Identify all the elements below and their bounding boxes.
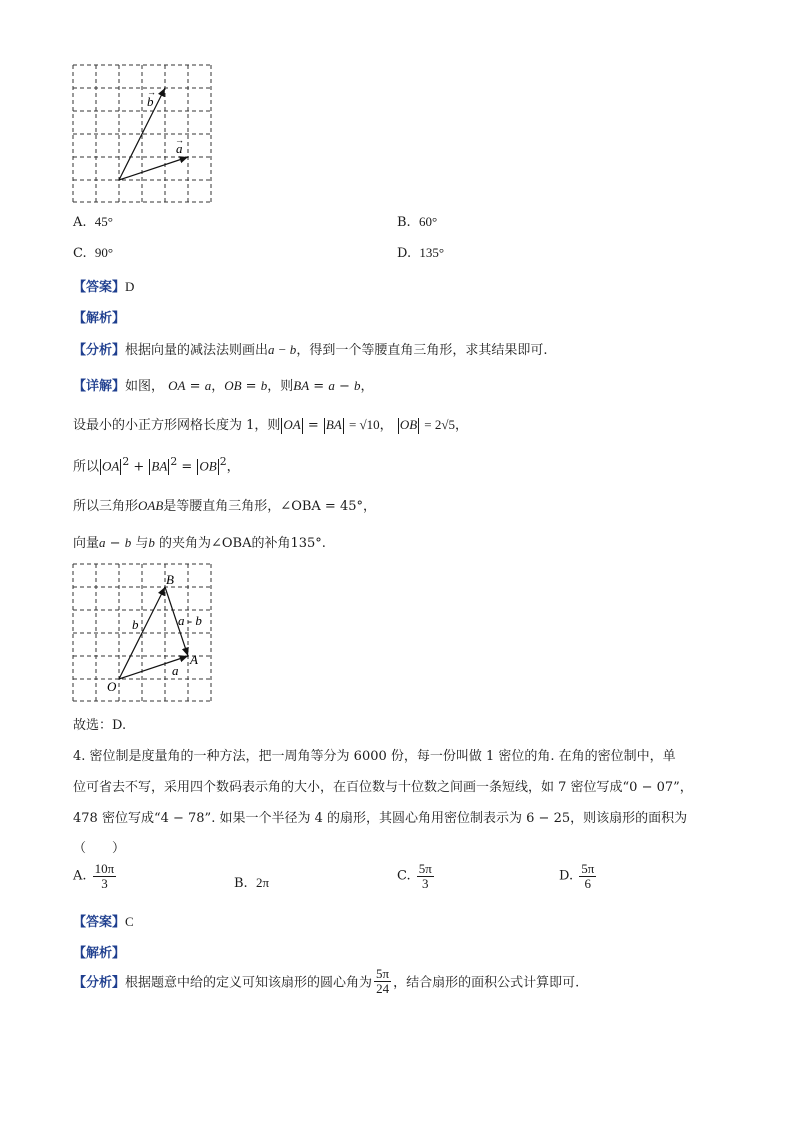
q4-fenxi: 【分析】根据题意中给的定义可知该扇形的圆心角为 $\frac{5\pi}{24}$ ，结合扇形的面积公式计算即可. <box>73 966 580 996</box>
label-b: b <box>132 617 139 632</box>
label-a: a <box>176 141 183 156</box>
q3-option-b: B. 60° <box>397 214 438 230</box>
point-A: A <box>190 652 198 667</box>
q3-fenxi: 【分析】根据向量的减法法则画出a − b，得到一个等腰直角三角形，求其结果即可. <box>73 342 548 358</box>
q4-stem-line-3: 478 密位写成“4 − 78”. 如果一个半径为 4 的扇形，其圆心角用密位制表示为 6 − 25，则该扇形的面积为 <box>73 811 688 826</box>
q3-option-a: A. 45° <box>73 214 113 230</box>
label-b: b <box>147 94 154 109</box>
q4-analysis-tag: 【解析】 <box>73 946 126 961</box>
q3-xiangjie: 【详解】如图， OA = a，OB = b，则BA = a − b， <box>73 378 374 394</box>
point-O: O <box>107 679 117 694</box>
q3-final-choice: 故选：D. <box>73 718 127 733</box>
q3-option-c: C. 90° <box>73 245 114 261</box>
q4-option-d: D. $\frac{5\pi}{6}$ <box>559 861 595 891</box>
q4-stem-line-2: 位可省去不写，采用四个数码表示角的大小，在百位数与十位数之间画一条短线，如 7 密位写成“0 − 07”， <box>73 780 693 795</box>
q4-option-b: B. 2π <box>234 875 270 891</box>
label-a-minus-b: a - b <box>178 613 202 628</box>
q4-stem-line-1: 4. 密位制是度量角的一种方法，把一周角等分为 6000 份，每一份叫做 1 密位的角. 在角的密位制中，单 <box>73 749 676 764</box>
q3-line-triangle: 所以三角形OAB是等腰直角三角形，∠OBA = 45°， <box>73 498 376 514</box>
point-B: B <box>166 572 174 587</box>
q4-answer: 【答案】C <box>73 914 134 930</box>
q3-analysis-tag: 【解析】 <box>73 311 126 326</box>
label-a-arrow: → <box>175 135 184 145</box>
label-b-arrow: → <box>147 87 156 97</box>
vector-grid-figure-2 <box>72 563 214 703</box>
q3-line-pythagoras: 所以 OA $^2$ + BA $^2$ = OB $^2$， <box>73 455 240 475</box>
q4-paren: （ ） <box>73 841 126 856</box>
q4-option-a: A. $\frac{10\pi}{3}$ <box>73 861 115 891</box>
q3-line-conclusion-angle: 向量a − b 与b 的夹角为∠OBA的补角135°. <box>73 535 326 551</box>
q3-line-lengths: 设最小的小正方形网格长度为 1，则 OA = BA = √10， OB = 2√5， <box>73 417 469 433</box>
q4-option-c: C. $\frac{5\pi}{3}$ <box>397 861 432 891</box>
q3-answer: 【答案】D <box>73 279 135 295</box>
q3-option-d: D. 135° <box>397 245 445 261</box>
vector-grid-figure-1 <box>72 64 214 204</box>
label-a: a <box>172 663 179 678</box>
